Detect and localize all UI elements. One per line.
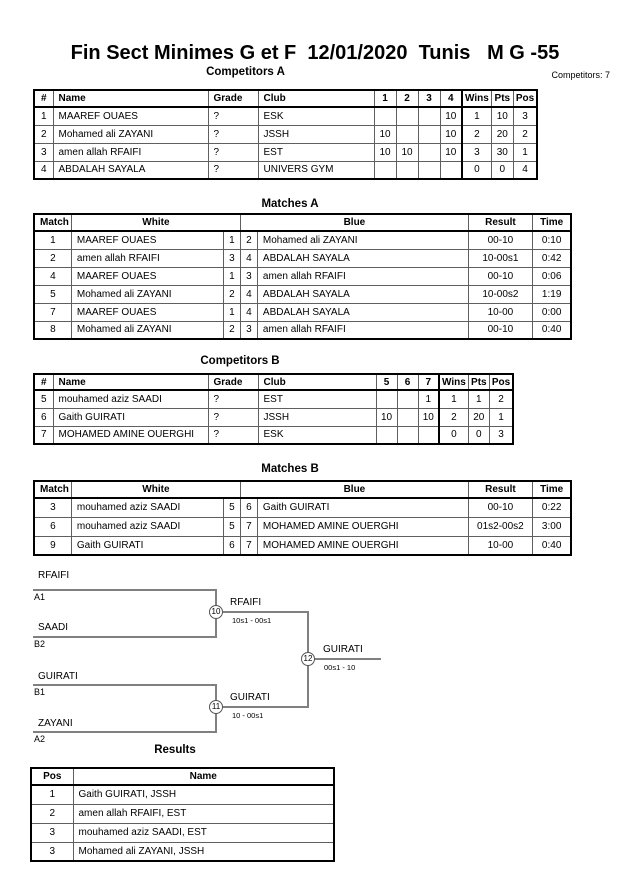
table-cell: 1: [223, 303, 240, 321]
table-cell: ABDALAH SAYALA: [53, 161, 208, 179]
table-cell: ABDALAH SAYALA: [257, 249, 468, 267]
table-row: [34, 267, 571, 285]
bracket-slot-name: GUIRATI: [38, 671, 78, 682]
table-cell: 1: [513, 143, 537, 161]
table-cell: 0:10: [532, 231, 571, 249]
table-cell: [418, 161, 440, 179]
table-cell: 3: [462, 143, 491, 161]
table-cell: ABDALAH SAYALA: [257, 285, 468, 303]
table-cell: 10: [396, 143, 418, 161]
table-cell: 10: [418, 408, 439, 426]
column-header: Grade: [208, 374, 258, 390]
column-header: 3: [418, 90, 440, 107]
table-cell: Gaith GUIRATI: [257, 498, 468, 517]
column-header: 1: [374, 90, 396, 107]
table-cell: 6: [34, 408, 53, 426]
table-cell: 0: [468, 426, 489, 444]
table-cell: 3: [223, 249, 240, 267]
table-cell: Mohamed ali ZAYANI: [71, 285, 223, 303]
column-header: Club: [258, 374, 376, 390]
column-header: Pos: [489, 374, 513, 390]
table-cell: ?: [208, 107, 258, 125]
column-header: Pts: [491, 90, 513, 107]
table-cell: [418, 426, 439, 444]
table-row: [31, 804, 334, 823]
table-cell: 5: [223, 498, 240, 517]
column-header: #: [34, 90, 53, 107]
table-cell: EST: [258, 143, 374, 161]
table-cell: MAAREF OUAES: [71, 231, 223, 249]
table-cell: Mohamed ali ZAYANI, JSSH: [73, 842, 334, 861]
bracket-line: [33, 636, 217, 638]
table-header-row: [34, 90, 537, 107]
table-cell: 0: [439, 426, 468, 444]
column-header: 4: [440, 90, 462, 107]
table-cell: ABDALAH SAYALA: [257, 303, 468, 321]
bracket-match-number: 11: [209, 700, 223, 714]
table-cell: [376, 426, 397, 444]
table-cell: [374, 161, 396, 179]
table-cell: 6: [223, 536, 240, 555]
table-cell: 10: [440, 143, 462, 161]
competitors-count: Competitors: 7: [551, 70, 610, 80]
column-header: White: [71, 214, 240, 231]
table-cell: ESK: [258, 107, 374, 125]
column-header: Pos: [513, 90, 537, 107]
bracket-slot-seed: B1: [34, 687, 46, 697]
table-cell: 1: [223, 267, 240, 285]
bracket-match-score: 00s1 - 10: [324, 663, 356, 672]
table-row: [34, 161, 537, 179]
column-header: #: [34, 374, 53, 390]
table-cell: [397, 390, 418, 408]
table-cell: amen allah RFAIFI: [257, 267, 468, 285]
table-cell: 10: [440, 107, 462, 125]
table-cell: ?: [208, 408, 258, 426]
table-cell: amen allah RFAIFI: [71, 249, 223, 267]
column-header: 7: [418, 374, 439, 390]
bracket-line: [33, 731, 217, 733]
table-cell: mouhamed aziz SAADI: [71, 498, 223, 517]
table-cell: 10-00s1: [468, 249, 532, 267]
table-cell: 10-00s2: [468, 285, 532, 303]
table-cell: 1: [31, 785, 73, 804]
table-cell: 2: [240, 231, 257, 249]
column-header: Time: [532, 214, 571, 231]
table-cell: 2: [223, 321, 240, 339]
table-row: [34, 426, 513, 444]
column-header: Name: [53, 90, 208, 107]
table-cell: 4: [513, 161, 537, 179]
column-header: Result: [468, 214, 532, 231]
table-row: [34, 498, 571, 517]
table-row: [31, 823, 334, 842]
bracket-slot-name: RFAIFI: [38, 570, 70, 581]
table-cell: 7: [34, 303, 71, 321]
table-cell: ?: [208, 426, 258, 444]
table-row: [34, 321, 571, 339]
table-cell: 4: [240, 303, 257, 321]
page-title: Fin Sect Minimes G et F 12/01/2020 Tunis M G -55: [70, 42, 560, 64]
table-row: [34, 517, 571, 536]
table-cell: MAAREF OUAES: [53, 107, 208, 125]
table-row: [31, 785, 334, 804]
table-cell: 1: [489, 408, 513, 426]
column-header: Time: [532, 481, 571, 498]
column-header: Match: [34, 481, 71, 498]
table-cell: 2: [489, 390, 513, 408]
table-row: [34, 143, 537, 161]
table-cell: 2: [34, 125, 53, 143]
table-cell: 3: [31, 842, 73, 861]
table-cell: [440, 161, 462, 179]
table-cell: 1: [34, 107, 53, 125]
table-cell: 2: [34, 249, 71, 267]
table-cell: MOHAMED AMINE OUERGHI: [257, 517, 468, 536]
table-cell: 20: [468, 408, 489, 426]
table-cell: Gaith GUIRATI, JSSH: [73, 785, 334, 804]
table-cell: 10: [440, 125, 462, 143]
table-cell: amen allah RFAIFI: [257, 321, 468, 339]
column-header: Blue: [240, 214, 468, 231]
bracket-line: [217, 611, 309, 613]
table-cell: ESK: [258, 426, 376, 444]
table-cell: 3: [34, 498, 71, 517]
table-cell: 10-00: [468, 536, 532, 555]
results-table: [30, 767, 335, 862]
table-row: [34, 536, 571, 555]
bracket-match-score: 10 - 00s1: [232, 711, 264, 720]
bracket-match-score: 10s1 - 00s1: [232, 616, 272, 625]
table-row: [31, 842, 334, 861]
table-cell: 1: [418, 390, 439, 408]
table-cell: 0:00: [532, 303, 571, 321]
table-cell: EST: [258, 390, 376, 408]
section-title-competitors-a: Competitors A: [206, 66, 285, 78]
column-header: Name: [73, 768, 334, 785]
column-header: Match: [34, 214, 71, 231]
column-header: Pts: [468, 374, 489, 390]
column-header: Name: [53, 374, 208, 390]
table-cell: 3: [489, 426, 513, 444]
column-header: 5: [376, 374, 397, 390]
table-cell: 4: [34, 267, 71, 285]
competitors-b-table: [33, 373, 514, 445]
table-cell: 7: [34, 426, 53, 444]
table-cell: 1: [223, 231, 240, 249]
table-cell: amen allah RFAIFI, EST: [73, 804, 334, 823]
table-cell: JSSH: [258, 408, 376, 426]
table-cell: 0: [491, 161, 513, 179]
table-cell: 10: [491, 107, 513, 125]
bracket-winner-name: GUIRATI: [230, 692, 270, 703]
table-cell: ?: [208, 143, 258, 161]
bracket-match-number: 10: [209, 605, 223, 619]
table-cell: [396, 107, 418, 125]
table-cell: MAAREF OUAES: [71, 303, 223, 321]
section-title-matches-a: Matches A: [261, 198, 319, 210]
table-header-row: [34, 481, 571, 498]
table-cell: 3: [513, 107, 537, 125]
table-cell: [418, 107, 440, 125]
table-header-row: [31, 768, 334, 785]
table-cell: 3: [240, 267, 257, 285]
table-cell: 1: [439, 390, 468, 408]
table-cell: 0:42: [532, 249, 571, 267]
matches-b-table: [33, 480, 572, 556]
table-cell: 0:40: [532, 536, 571, 555]
table-cell: 01s2-00s2: [468, 517, 532, 536]
table-cell: 3: [240, 321, 257, 339]
section-title-competitors-b: Competitors B: [200, 355, 280, 367]
column-header: Wins: [439, 374, 468, 390]
table-cell: Mohamed ali ZAYANI: [53, 125, 208, 143]
table-cell: ?: [208, 390, 258, 408]
table-cell: 1: [468, 390, 489, 408]
matches-a-table: [33, 213, 572, 340]
column-header: White: [71, 481, 240, 498]
table-row: [34, 249, 571, 267]
table-cell: 10: [374, 143, 396, 161]
table-cell: 6: [240, 498, 257, 517]
table-row: [34, 125, 537, 143]
table-cell: [396, 161, 418, 179]
table-cell: 3: [34, 143, 53, 161]
table-cell: 0:06: [532, 267, 571, 285]
table-cell: Gaith GUIRATI: [71, 536, 223, 555]
bracket-slot-name: ZAYANI: [38, 718, 73, 729]
table-cell: amen allah RFAIFI: [53, 143, 208, 161]
table-cell: 2: [439, 408, 468, 426]
table-header-row: [34, 374, 513, 390]
table-cell: 4: [240, 249, 257, 267]
table-cell: ?: [208, 161, 258, 179]
bracket-winner-name: GUIRATI: [323, 644, 363, 655]
table-cell: Mohamed ali ZAYANI: [71, 321, 223, 339]
table-cell: Mohamed ali ZAYANI: [257, 231, 468, 249]
table-cell: MOHAMED AMINE OUERGHI: [53, 426, 208, 444]
table-header-row: [34, 214, 571, 231]
table-cell: mouhamed aziz SAADI: [53, 390, 208, 408]
table-cell: mouhamed aziz SAADI: [71, 517, 223, 536]
column-header: Grade: [208, 90, 258, 107]
table-cell: MAAREF OUAES: [71, 267, 223, 285]
table-cell: 0:22: [532, 498, 571, 517]
bracket-line: [33, 684, 217, 686]
table-cell: 0:40: [532, 321, 571, 339]
table-cell: 00-10: [468, 267, 532, 285]
bracket-slot-name: SAADI: [38, 622, 69, 633]
table-cell: MOHAMED AMINE OUERGHI: [257, 536, 468, 555]
table-cell: 2: [462, 125, 491, 143]
table-cell: 0: [462, 161, 491, 179]
section-title-results: Results: [154, 744, 196, 756]
bracket-slot-seed: B2: [34, 639, 46, 649]
bracket-slot-seed: A1: [34, 592, 46, 602]
bracket-match-number: 12: [301, 652, 315, 666]
table-cell: 10-00: [468, 303, 532, 321]
table-cell: [418, 143, 440, 161]
column-header: 2: [396, 90, 418, 107]
bracket-line: [33, 589, 217, 591]
column-header: Result: [468, 481, 532, 498]
table-cell: 7: [240, 536, 257, 555]
column-header: Blue: [240, 481, 468, 498]
table-cell: [397, 426, 418, 444]
table-cell: [418, 125, 440, 143]
table-cell: UNIVERS GYM: [258, 161, 374, 179]
table-cell: 4: [240, 285, 257, 303]
table-cell: 1: [34, 231, 71, 249]
table-cell: [397, 408, 418, 426]
table-cell: JSSH: [258, 125, 374, 143]
table-row: [34, 303, 571, 321]
table-cell: mouhamed aziz SAADI, EST: [73, 823, 334, 842]
table-cell: 2: [513, 125, 537, 143]
column-header: 6: [397, 374, 418, 390]
table-cell: 5: [34, 285, 71, 303]
table-row: [34, 285, 571, 303]
table-cell: 3: [31, 823, 73, 842]
table-row: [34, 390, 513, 408]
table-cell: 6: [34, 517, 71, 536]
table-cell: [396, 125, 418, 143]
table-row: [34, 231, 571, 249]
table-cell: 8: [34, 321, 71, 339]
section-title-matches-b: Matches B: [261, 463, 319, 475]
bracket-line: [309, 658, 381, 660]
table-cell: 2: [31, 804, 73, 823]
table-cell: 4: [34, 161, 53, 179]
table-cell: 1:19: [532, 285, 571, 303]
table-cell: 30: [491, 143, 513, 161]
bracket-line: [217, 706, 309, 708]
column-header: Wins: [462, 90, 491, 107]
bracket-slot-seed: A2: [34, 734, 46, 744]
competitors-a-table: [33, 89, 538, 180]
table-cell: 3:00: [532, 517, 571, 536]
table-cell: 9: [34, 536, 71, 555]
table-cell: 2: [223, 285, 240, 303]
table-cell: 20: [491, 125, 513, 143]
table-cell: 00-10: [468, 498, 532, 517]
table-cell: 1: [462, 107, 491, 125]
table-cell: 5: [223, 517, 240, 536]
table-row: [34, 107, 537, 125]
table-cell: [374, 107, 396, 125]
table-cell: 5: [34, 390, 53, 408]
table-cell: Gaith GUIRATI: [53, 408, 208, 426]
table-cell: [376, 390, 397, 408]
column-header: Club: [258, 90, 374, 107]
bracket-winner-name: RFAIFI: [230, 597, 262, 608]
table-cell: ?: [208, 125, 258, 143]
column-header: Pos: [31, 768, 73, 785]
table-cell: 10: [376, 408, 397, 426]
elimination-bracket: [33, 565, 413, 755]
table-cell: 7: [240, 517, 257, 536]
table-cell: 00-10: [468, 321, 532, 339]
table-row: [34, 408, 513, 426]
table-cell: 10: [374, 125, 396, 143]
table-cell: 00-10: [468, 231, 532, 249]
